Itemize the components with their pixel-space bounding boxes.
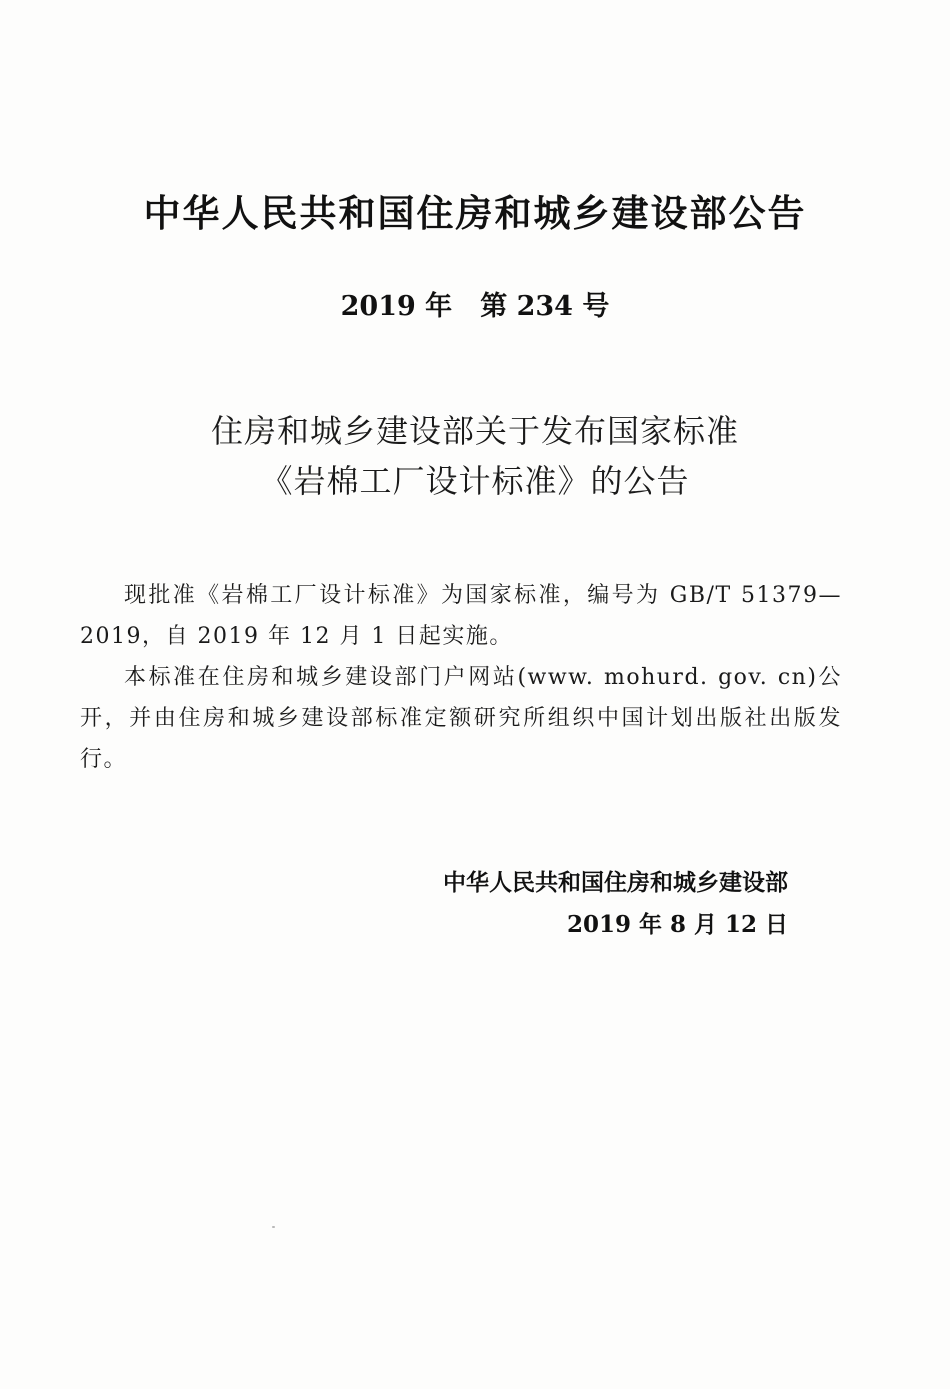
body-paragraph-1: 现批准《岩棉工厂设计标准》为国家标准，编号为 GB/T 51379—2019，自 2019 年 12 月 1 日起实施。 <box>80 583 842 649</box>
issue-date: 2019 年 8 月 12 日 <box>566 911 788 938</box>
announcement-subtitle <box>0 406 950 506</box>
document-number <box>0 288 950 326</box>
issuer-name: 中华人民共和国住房和城乡建设部 <box>443 870 788 896</box>
announcement-title: 中华人民共和国住房和城乡建设部公告 <box>143 192 807 235</box>
signature-block <box>443 862 788 946</box>
document-serial: 第 234 号 <box>480 291 610 322</box>
scan-speck <box>272 1226 275 1228</box>
subtitle-line-2: 《岩棉工厂设计标准》的公告 <box>260 462 690 500</box>
announcement-body <box>80 575 842 780</box>
subtitle-line-1: 住房和城乡建设部关于发布国家标准 <box>210 412 739 450</box>
body-paragraph-2: 本标准在住房和城乡建设部门户网站(www. mohurd. gov. cn)公开，并由住房和城乡建设部标准定额研究所组织中国计划出版社出版发行。 <box>80 665 842 772</box>
document-year: 2019 年 <box>340 291 453 322</box>
